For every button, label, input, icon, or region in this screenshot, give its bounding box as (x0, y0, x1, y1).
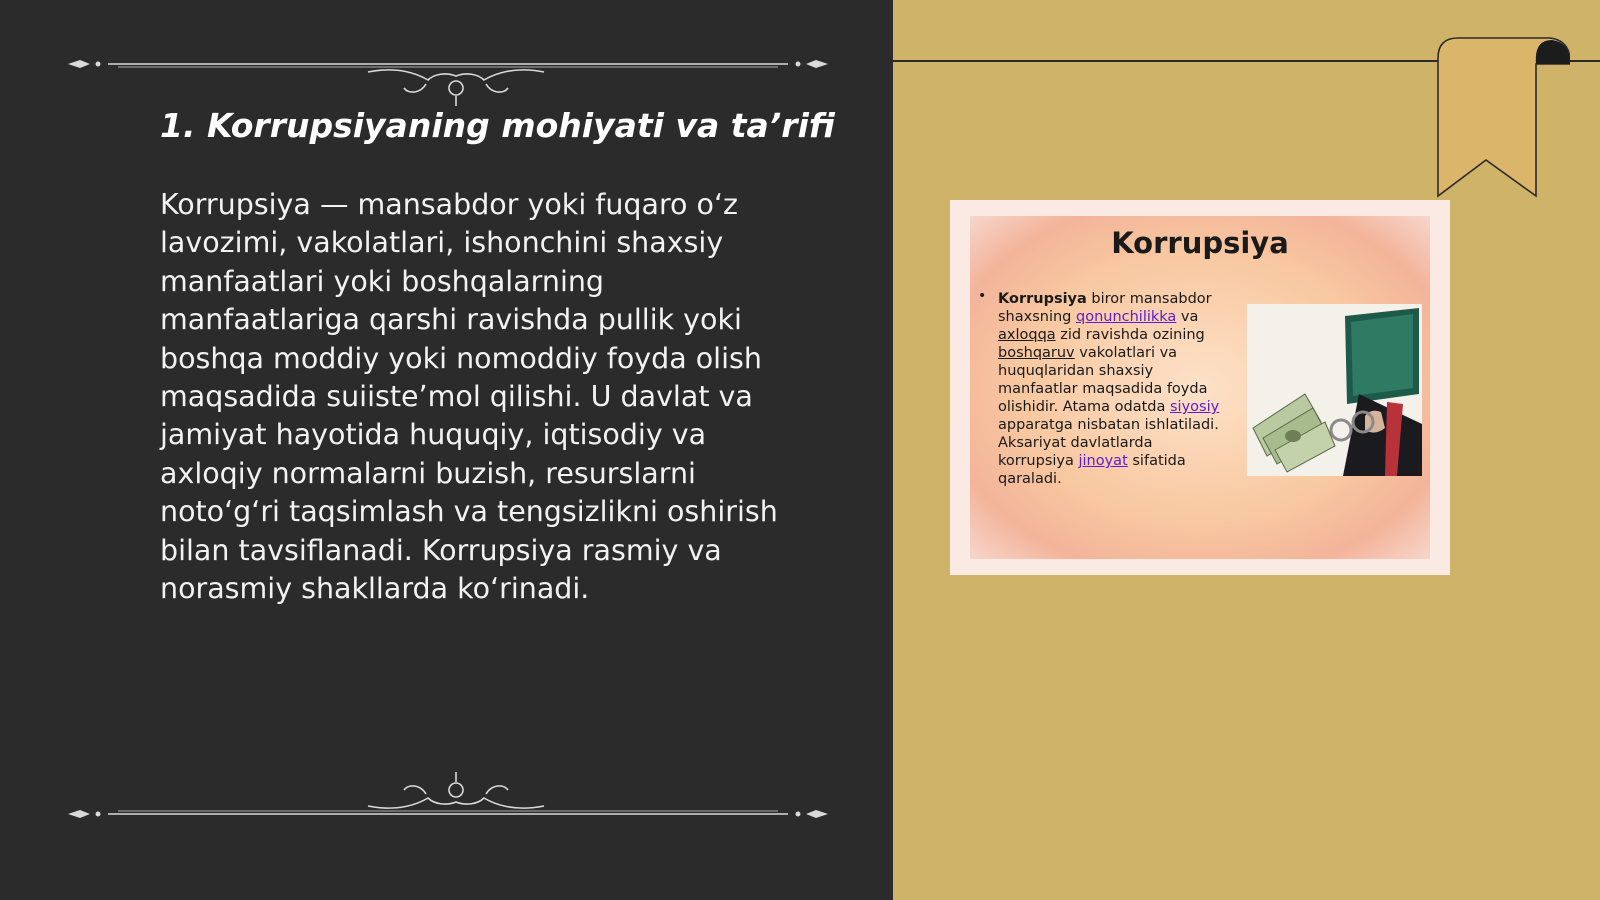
bottom-ornament (68, 770, 828, 830)
top-ornament (68, 48, 828, 108)
link-boshqaruv: boshqaruv (998, 345, 1075, 361)
embedded-slide-image (950, 200, 1450, 575)
slide-body-text: Korrupsiya — mansabdor yoki fuqaro oʻz lavozimi, vakolatlari, ishonchini shaxsiy manfaatlari yoki boshqalarning manfaatlariga qarshi ravishda pullik yoki boshqa moddiy yoki nomoddiy foyda olish maqsadida suiisteʼmol qilishi. U davlat va jamiyat hayotida huquqiy, iqtisodiy va axloqiy normalarni buzish, resurslarni notoʻgʻri taqsimlash va tengsizlikni oshirish bilan tavsiflanadi. Korrupsiya rasmiy va norasmiy shakllarda koʻrinadi. (160, 188, 778, 606)
handcuffs-money-photo (1247, 304, 1422, 476)
link-qonunchilikka: qonunchilikka (1076, 309, 1177, 325)
link-axloqqa: axloqqa (998, 327, 1056, 343)
link-siyosiy: siyosiy (1169, 399, 1220, 415)
embedded-slide-title: Korrupsiya (1111, 226, 1289, 260)
embedded-slide-text: Korrupsiya biror mansabdor shaxsning qonunchilikka va axloqqa zid ravishda ozining boshqaruv vakolatlari va huquqlaridan shaxsiy manfaatlar maqsadida foyda olishidir. Atama odatda siyosiy apparatga nisbatan ishlatiladi. Aksariyat davlatlarda korrupsiya jinoyat sifatida qaraladi. (998, 291, 1220, 487)
bullet-icon: • (978, 288, 987, 304)
link-jinoyat: jinoyat (1078, 453, 1128, 469)
slide-title: 1. Korrupsiyaning mohiyati va ta’rifi (160, 106, 835, 145)
term-bold: Korrupsiya (998, 291, 1087, 307)
bookmark-ribbon-icon (1430, 36, 1570, 200)
